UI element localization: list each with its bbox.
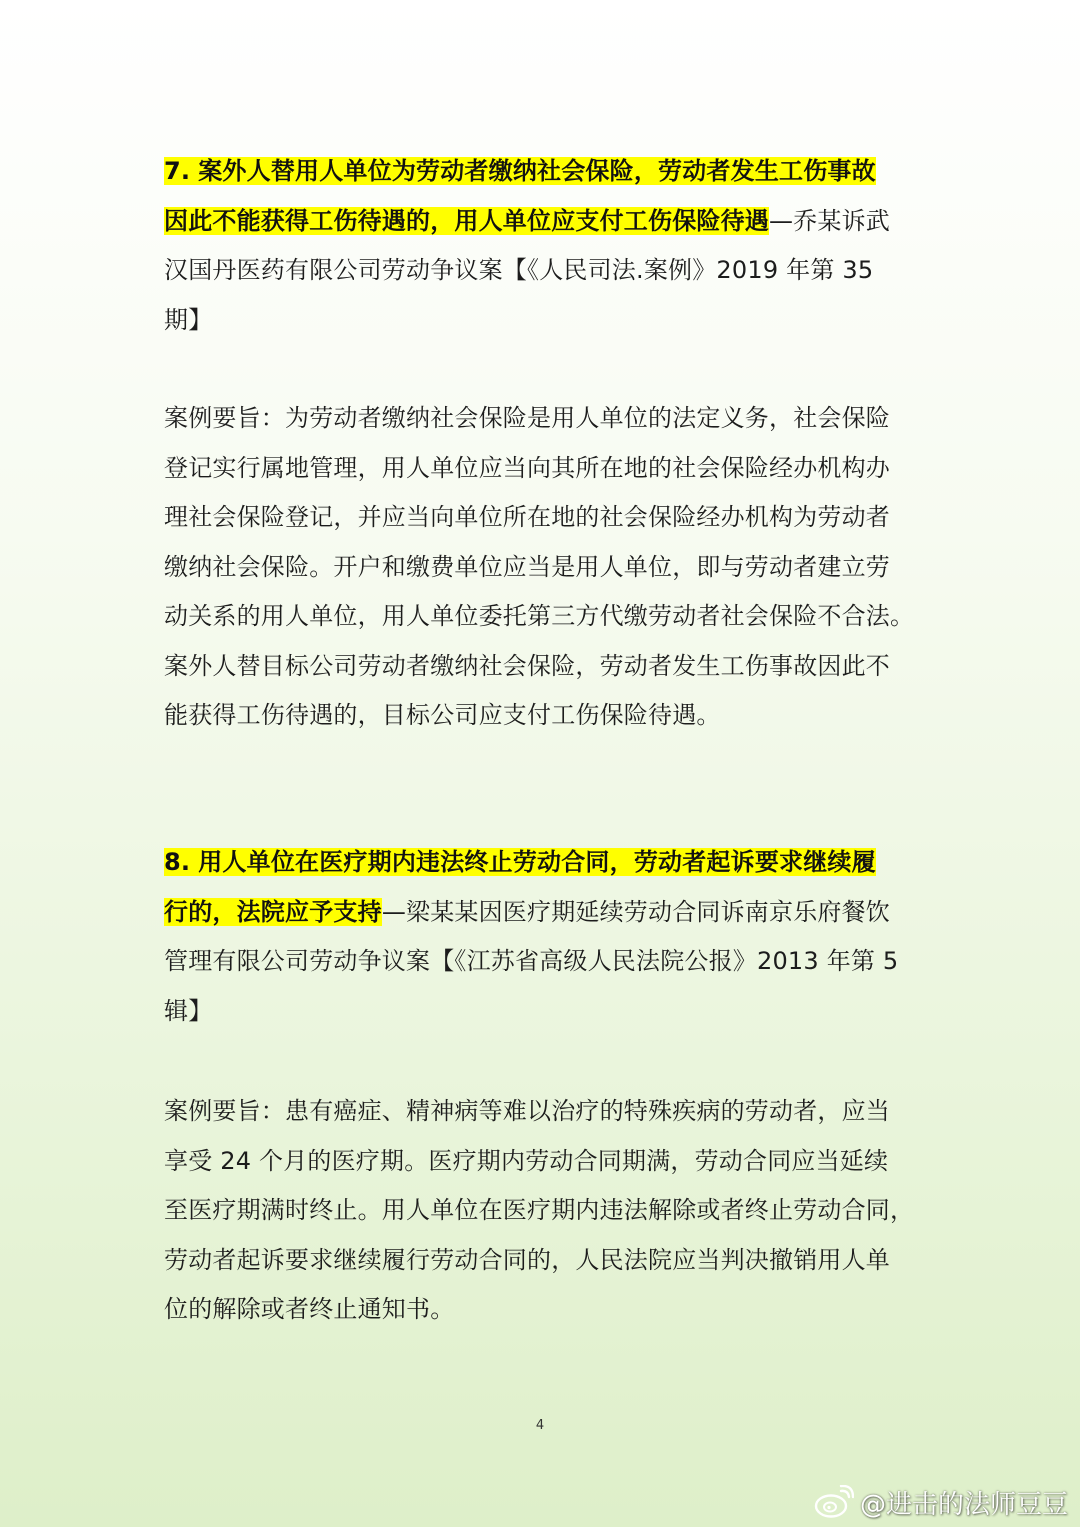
case-7-summary-line: 案例要旨：为劳动者缴纳社会保险是用人单位的法定义务，社会保险 <box>164 404 890 432</box>
case-7-number: 7. <box>164 157 191 185</box>
case-7-title-line-4: 期】 <box>164 305 213 334</box>
case-8-summary-line: 享受 24 个月的医疗期。医疗期内劳动合同期满，劳动合同应当延续 <box>164 1146 889 1175</box>
case-7-summary-line: 能获得工伤待遇的，目标公司应支付工伤保险待遇。 <box>164 701 721 729</box>
case-8-summary-line: 至医疗期满时终止。用人单位在医疗期内违法解除或者终止劳动合同， <box>164 1196 915 1224</box>
case-7-highlight-line-2: 因此不能获得工伤待遇的，用人单位应支付工伤保险待遇 <box>164 206 769 235</box>
page-number: 4 <box>535 1418 545 1433</box>
case-7-highlight-line-1: 案外人替用人单位为劳动者缴纳社会保险，劳动者发生工伤事故 <box>198 157 876 185</box>
case-8-summary-line: 劳动者起诉要求继续履行劳动合同的，人民法院应当判决撤销用人单 <box>164 1245 890 1274</box>
case-8-title-line-2 <box>164 888 924 938</box>
case-8-number: 8. <box>164 848 191 876</box>
case-7-summary-line: 理社会保险登记，并应当向单位所在地的社会保险经办机构为劳动者 <box>164 503 890 531</box>
case-8-title <box>164 838 924 1036</box>
case-8-highlight-line-2: 行的，法院应予支持 <box>164 897 382 926</box>
case-7-summary <box>164 394 924 741</box>
weibo-icon <box>814 1485 854 1519</box>
case-7-title <box>164 147 924 345</box>
case-8-summary-line: 位的解除或者终止通知书。 <box>164 1295 455 1323</box>
case-8-title-line-1 <box>164 838 924 888</box>
case-8-title-line-3: 管理有限公司劳动争议案【《江苏省高级人民法院公报》2013 年第 5 <box>164 947 899 975</box>
case-8-title-rest: —梁某某因医疗期延续劳动合同诉南京乐府餐饮 <box>381 897 891 926</box>
case-7-title-line-1 <box>164 147 924 197</box>
case-7-summary-line: 登记实行属地管理，用人单位应当向其所在地的社会保险经办机构办 <box>164 453 890 482</box>
watermark <box>814 1480 1068 1524</box>
case-8-summary <box>164 1087 924 1335</box>
case-7-title-rest: —乔某诉武 <box>769 206 890 235</box>
case-8-title-line-4: 辑】 <box>164 996 213 1025</box>
case-7-summary-line: 案外人替目标公司劳动者缴纳社会保险，劳动者发生工伤事故因此不 <box>164 651 890 680</box>
case-8-highlight <box>164 848 876 876</box>
case-8-highlight-line-1: 用人单位在医疗期内违法终止劳动合同，劳动者起诉要求继续履 <box>198 848 876 876</box>
case-8-summary-line: 案例要旨：患有癌症、精神病等难以治疗的特殊疾病的劳动者，应当 <box>164 1097 890 1125</box>
case-7-summary-line: 动关系的用人单位，用人单位委托第三方代缴劳动者社会保险不合法。 <box>164 602 915 630</box>
case-7-title-line-2 <box>164 197 924 247</box>
watermark-text: @进击的法师豆豆 <box>859 1489 1068 1520</box>
case-7-summary-line: 缴纳社会保险。开户和缴费单位应当是用人单位，即与劳动者建立劳 <box>164 552 890 581</box>
case-7-highlight <box>164 157 876 185</box>
case-7-title-line-3: 汉国丹医药有限公司劳动争议案【《人民司法.案例》2019 年第 35 <box>164 256 874 284</box>
